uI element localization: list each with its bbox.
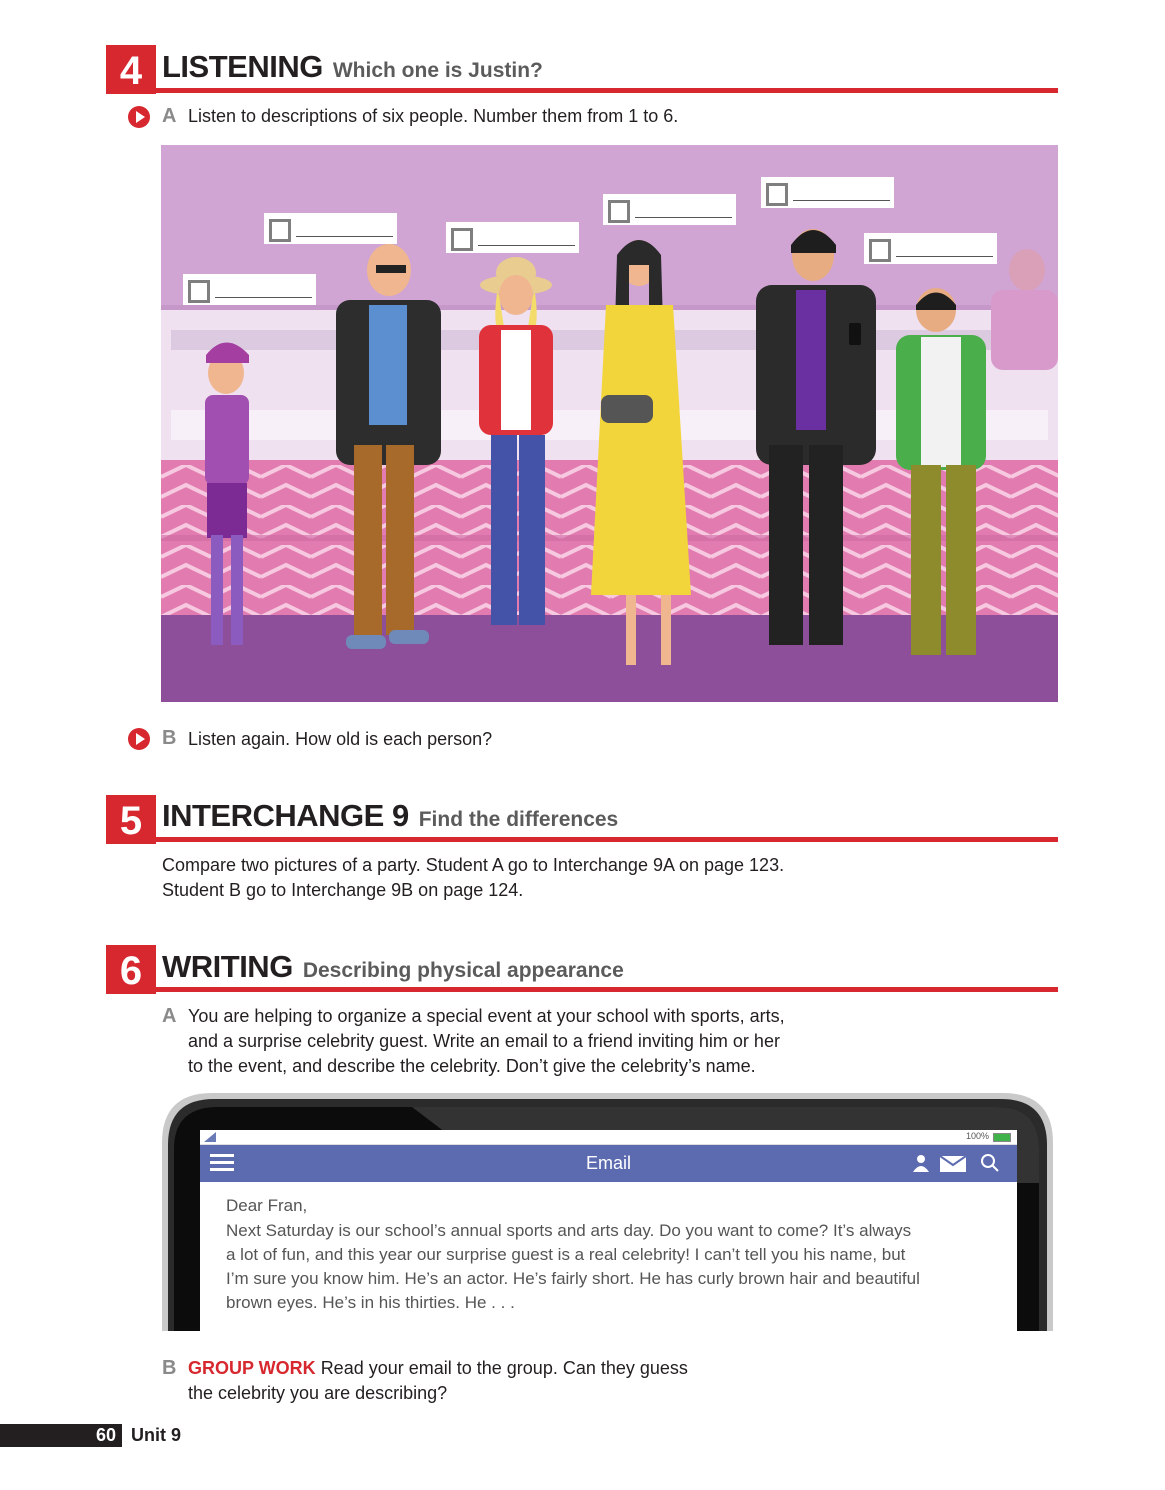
status-bar — [200, 1130, 1017, 1145]
section-5-line-2: Student B go to Interchange 9B on page 124. — [162, 880, 524, 900]
section-5-title: INTERCHANGE 9 — [162, 798, 409, 833]
search-icon[interactable] — [980, 1153, 1000, 1173]
user-icon[interactable] — [912, 1154, 930, 1172]
play-audio-icon-b[interactable] — [128, 728, 150, 750]
section-6-title: WRITING — [162, 949, 293, 984]
answer-box-2[interactable] — [264, 213, 397, 244]
answer-box-5[interactable] — [761, 177, 894, 208]
write-line-3[interactable] — [478, 245, 575, 246]
checkbox-5[interactable] — [766, 183, 788, 206]
exercise-6b-line-2: the celebrity you are describing? — [188, 1383, 448, 1403]
email-body-line-1: Next Saturday is our school’s annual sports and arts day. Do you want to come? It’s always — [226, 1221, 912, 1240]
checkbox-2[interactable] — [269, 219, 291, 242]
page-number-bar — [0, 1424, 122, 1447]
section-5-heading — [162, 798, 618, 834]
exercise-6b-letter: B — [162, 1357, 177, 1379]
play-audio-icon[interactable] — [128, 106, 150, 128]
write-line-5[interactable] — [793, 200, 890, 201]
checkbox-3[interactable] — [451, 228, 473, 251]
unit-label: Unit 9 — [131, 1425, 182, 1445]
exercise-6b-text: Read your email to the group. Can they guess — [320, 1358, 688, 1378]
section-4-number: 4 — [106, 45, 156, 94]
party-illustration — [161, 145, 1058, 702]
checkbox-1[interactable] — [188, 280, 210, 303]
exercise-4b-letter: B — [162, 727, 177, 749]
exercise-6b-line-1 — [188, 1356, 688, 1381]
answer-box-4[interactable] — [603, 194, 736, 225]
battery-percent: 100% — [965, 1131, 989, 1141]
email-title: Email — [585, 1153, 631, 1173]
tablet-screen — [200, 1130, 1017, 1331]
write-line-6[interactable] — [896, 256, 993, 257]
email-greeting: Dear Fran, — [226, 1196, 308, 1215]
write-line-2[interactable] — [296, 236, 393, 237]
section-5-line-1: Compare two pictures of a party. Student A go to Interchange 9A on page 123. — [162, 855, 785, 875]
answer-box-3[interactable] — [446, 222, 579, 253]
exercise-4a-instruction: Listen to descriptions of six people. Number them from 1 to 6. — [188, 106, 679, 126]
email-toolbar — [200, 1145, 1017, 1182]
exercise-4b-instruction: Listen again. How old is each person? — [188, 729, 493, 749]
email-body-line-3: I’m sure you know him. He’s an actor. He’s fairly short. He has curly brown hair and beautiful — [226, 1269, 920, 1288]
section-5-rule — [156, 837, 1058, 842]
section-4-title: LISTENING — [162, 49, 323, 84]
exercise-4a-letter: A — [162, 105, 177, 127]
section-6-subtitle: Describing physical appearance — [302, 959, 624, 982]
page-number: 60 — [95, 1425, 116, 1445]
checkbox-6[interactable] — [869, 239, 891, 262]
section-4-heading — [162, 49, 543, 85]
exercise-6a-letter: A — [162, 1005, 177, 1027]
section-6-heading — [162, 949, 624, 985]
checkbox-4[interactable] — [608, 200, 630, 223]
mail-icon[interactable] — [940, 1156, 966, 1172]
write-line-4[interactable] — [635, 217, 732, 218]
section-5-subtitle: Find the differences — [418, 808, 619, 831]
email-body-line-2: a lot of fun, and this year our surprise guest is a real celebrity! I can’t tell you his name, but — [226, 1245, 906, 1264]
answer-box-6[interactable] — [864, 233, 997, 264]
email-body-line-4: brown eyes. He’s in his thirties. He . . . — [226, 1293, 515, 1312]
signal-icon — [204, 1132, 216, 1142]
answer-box-1[interactable] — [183, 274, 316, 305]
section-5-number: 5 — [106, 795, 156, 844]
section-6-rule — [156, 987, 1058, 992]
write-line-1[interactable] — [215, 297, 312, 298]
exercise-6a-line-2: and a surprise celebrity guest. Write an email to a friend inviting him or her — [188, 1031, 780, 1051]
section-4-subtitle: Which one is Justin? — [332, 59, 543, 82]
section-6-number: 6 — [106, 945, 156, 994]
tablet-device — [162, 1093, 1053, 1331]
exercise-6a-line-3: to the event, and describe the celebrity. Don’t give the celebrity’s name. — [188, 1056, 756, 1076]
group-work-label: GROUP WORK — [188, 1358, 316, 1378]
section-4-rule — [156, 88, 1058, 93]
battery-icon — [993, 1133, 1011, 1142]
exercise-6a-line-1: You are helping to organize a special event at your school with sports, arts, — [188, 1006, 785, 1026]
